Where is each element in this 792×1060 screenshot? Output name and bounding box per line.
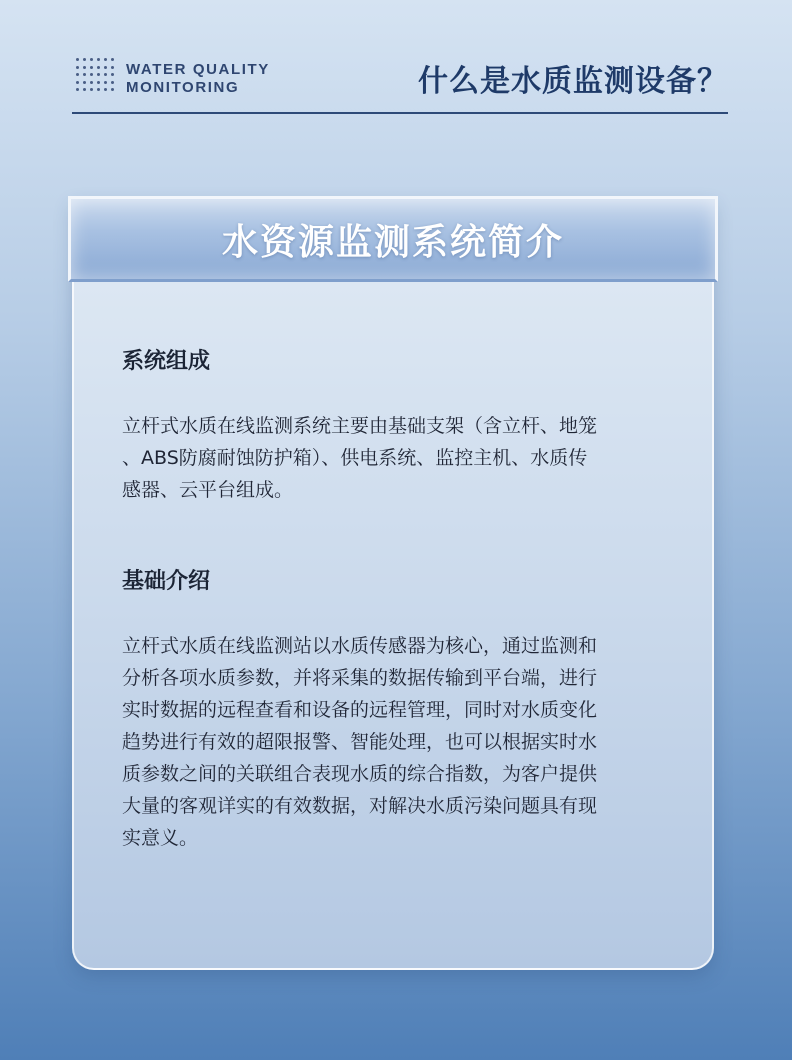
paragraph-line: 趋势进行有效的超限报警、智能处理，也可以根据实时水 bbox=[122, 731, 598, 753]
page-header bbox=[72, 0, 728, 114]
logo-line-1: WATER QUALITY bbox=[126, 61, 270, 78]
section-heading-composition: 系统组成 bbox=[122, 349, 211, 374]
paragraph-line: 实意义。 bbox=[122, 827, 199, 849]
header-divider bbox=[72, 112, 728, 114]
content-card bbox=[72, 282, 714, 970]
paragraph-line: 立杆式水质在线监测系统主要由基础支架（含立杆、地笼 bbox=[122, 415, 598, 437]
paragraph-line: 立杆式水质在线监测站以水质传感器为核心，通过监测和 bbox=[122, 635, 598, 657]
logo-line-2: MONITORING bbox=[126, 79, 240, 96]
paragraph-line: 、ABS防腐耐蚀防护箱）、供电系统、监控主机、水质传 bbox=[122, 447, 588, 469]
logo-text bbox=[126, 61, 270, 97]
paragraph-line: 实时数据的远程查看和设备的远程管理，同时对水质变化 bbox=[122, 699, 598, 721]
paragraph-line: 感器、云平台组成。 bbox=[122, 479, 294, 501]
page-title: 什么是水质监测设备？ bbox=[418, 64, 728, 99]
section-paragraph-composition bbox=[122, 410, 662, 506]
paragraph-line: 大量的客观详实的有效数据，对解决水质污染问题具有现 bbox=[122, 795, 598, 817]
banner-title: 水资源监测系统简介 bbox=[221, 221, 564, 263]
section-paragraph-introduction bbox=[122, 630, 662, 854]
paragraph-line: 分析各项水质参数，并将采集的数据传输到平台端，进行 bbox=[122, 667, 598, 689]
paragraph-line: 质参数之间的关联组合表现水质的综合指数，为客户提供 bbox=[122, 763, 598, 785]
logo-dots-icon bbox=[76, 58, 116, 96]
section-banner bbox=[68, 196, 718, 282]
section-heading-introduction: 基础介绍 bbox=[122, 569, 211, 594]
